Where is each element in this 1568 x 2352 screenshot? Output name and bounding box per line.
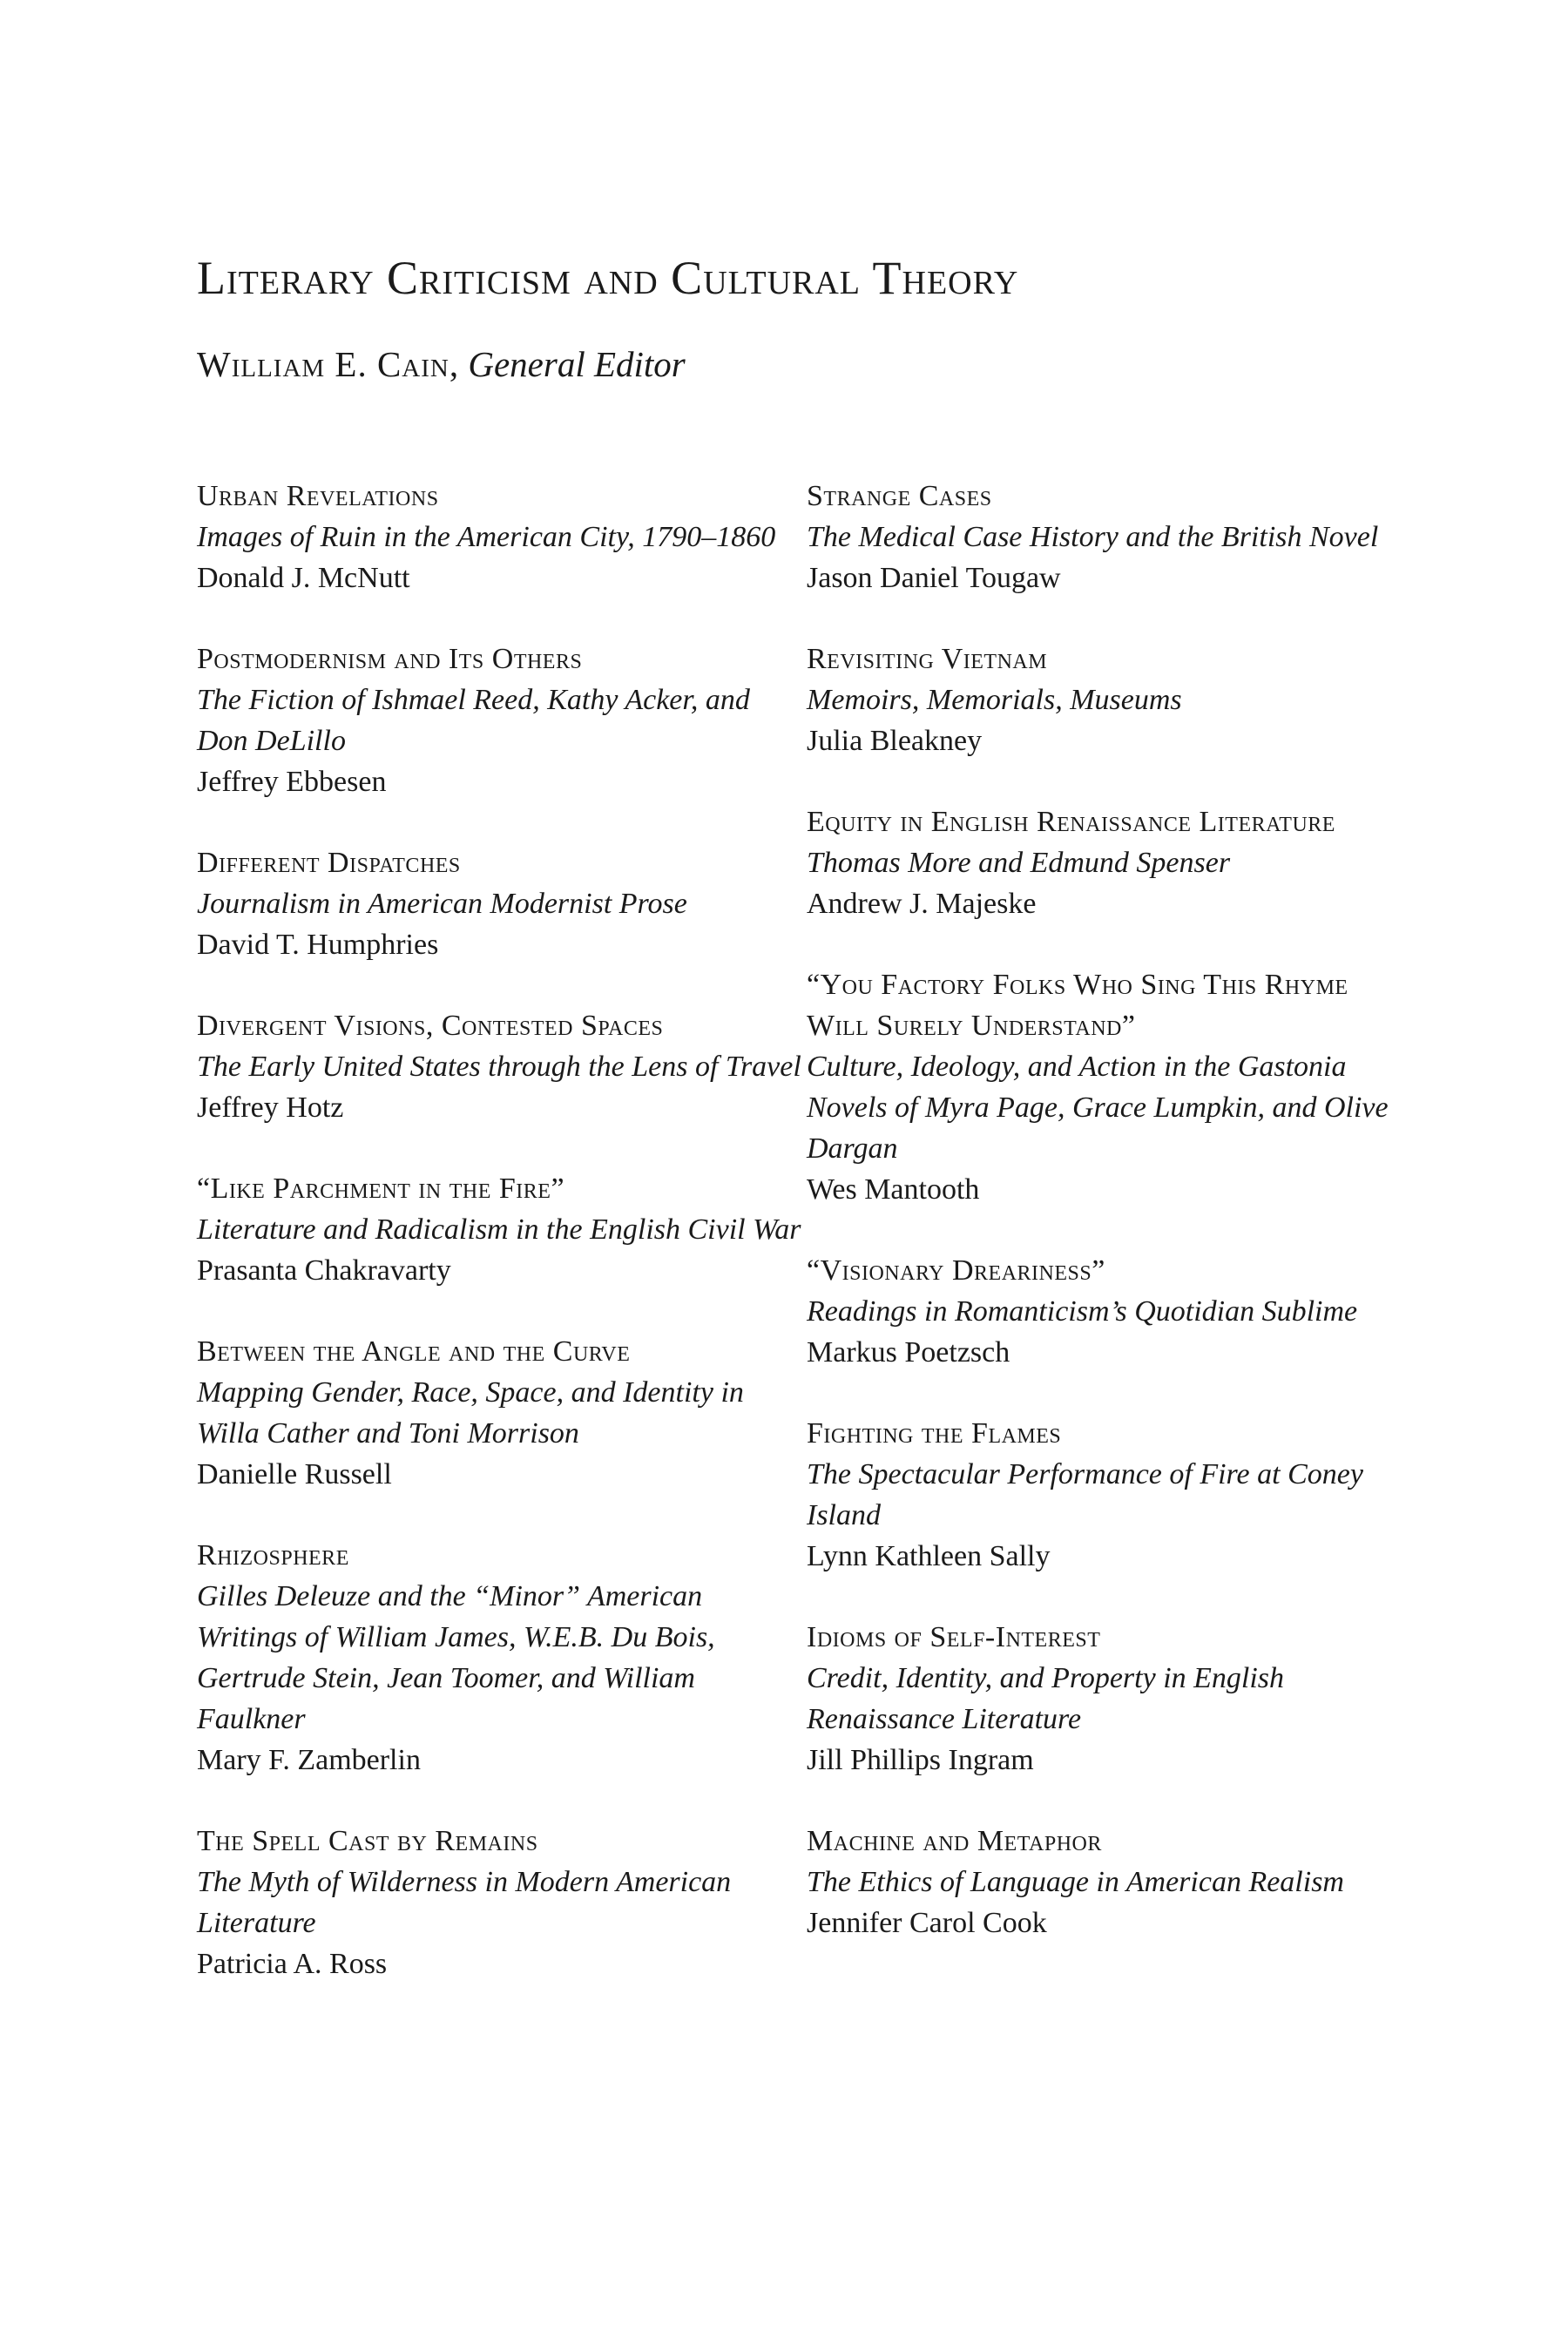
book-author: Andrew J. Majeske [807,888,1037,920]
book-author: Prasanta Chakravarty [197,1254,451,1287]
book-entry [807,639,1416,761]
book-author: Patricia A. Ross [197,1948,388,1980]
right-column [807,476,1416,1984]
book-title: Divergent Visions, Contested Spaces [197,1010,664,1042]
book-entry [807,801,1416,924]
book-entry [807,1617,1416,1781]
book-entry [197,842,807,965]
book-author: David T. Humphries [197,929,439,961]
book-entry [807,476,1416,598]
book-title: Urban Revelations [197,480,439,512]
book-entry [197,1535,807,1781]
book-entry [197,1168,807,1291]
book-title: “Like Parchment in the Fire” [197,1173,565,1205]
book-entry [807,1250,1416,1373]
book-subtitle: The Myth of Wilderness in Modern American Literature [197,1866,732,1939]
book-entry [197,1331,807,1495]
book-author: Wes Mantooth [807,1173,980,1206]
book-subtitle: Images of Ruin in the American City, 1790–1860 [197,521,776,553]
book-title: “Visionary Dreariness” [807,1254,1105,1287]
book-entry [807,1821,1416,1943]
editor-role: General Editor [468,344,686,384]
book-title: The Spell Cast by Remains [197,1825,538,1857]
book-title: Between the Angle and the Curve [197,1335,631,1368]
book-entry [197,476,807,598]
book-entry [197,639,807,802]
book-entry [197,1005,807,1128]
book-subtitle: The Fiction of Ishmael Reed, Kathy Acker, and Don DeLillo [197,684,750,757]
book-subtitle: Gilles Deleuze and the “Minor” American Writings of William James, W.E.B. Du Bois, Gertrude Stein, Jean Toomer, and William Faulkner [197,1580,715,1735]
book-title: Fighting the Flames [807,1417,1062,1450]
book-subtitle: Credit, Identity, and Property in English Renaissance Literature [807,1662,1285,1735]
book-author: Jeffrey Ebbesen [197,766,387,798]
book-subtitle: Thomas More and Edmund Spenser [807,847,1231,879]
book-title: Idioms of Self-Interest [807,1621,1101,1653]
book-author: Danielle Russell [197,1458,392,1490]
book-author: Jeffrey Hotz [197,1092,344,1124]
general-editor-line [197,344,686,384]
book-subtitle: The Medical Case History and the British Novel [807,521,1379,553]
book-subtitle: Mapping Gender, Race, Space, and Identity in Willa Cather and Toni Morrison [197,1376,744,1450]
book-author: Markus Poetzsch [807,1336,1010,1369]
book-author: Jason Daniel Tougaw [807,562,1061,594]
book-subtitle: Memoirs, Memorials, Museums [807,684,1182,716]
book-entry [807,964,1416,1210]
book-subtitle: Literature and Radicalism in the English Civil War [197,1213,801,1246]
book-author: Jennifer Carol Cook [807,1907,1047,1939]
book-title: Postmodernism and Its Others [197,643,583,675]
book-subtitle: Culture, Ideology, and Action in the Gastonia Novels of Myra Page, Grace Lumpkin, and Olive Dargan [807,1051,1389,1165]
editor-name: William E. Cain, [197,344,460,384]
book-author: Jill Phillips Ingram [807,1744,1034,1776]
book-subtitle: The Ethics of Language in American Realism [807,1866,1344,1898]
series-title: Literary Criticism and Cultural Theory [197,252,1019,304]
book-title: Different Dispatches [197,847,461,879]
book-author: Julia Bleakney [807,725,983,757]
book-author: Mary F. Zamberlin [197,1744,421,1776]
book-subtitle: Readings in Romanticism’s Quotidian Sublime [807,1295,1358,1328]
book-title: Strange Cases [807,480,992,512]
book-title: Machine and Metaphor [807,1825,1102,1857]
book-entry [807,1413,1416,1577]
book-author: Lynn Kathleen Sally [807,1540,1051,1572]
book-subtitle: Journalism in American Modernist Prose [197,888,687,920]
book-author: Donald J. McNutt [197,562,410,594]
book-title: Revisiting Vietnam [807,643,1048,675]
left-column [197,476,807,2024]
book-subtitle: The Spectacular Performance of Fire at Coney Island [807,1458,1363,1531]
book-subtitle: The Early United States through the Lens of Travel [197,1051,801,1083]
book-title: Equity in English Renaissance Literature [807,806,1335,838]
book-title: Rhizosphere [197,1539,349,1571]
book-entry [197,1821,807,1984]
book-title: “You Factory Folks Who Sing This Rhyme Will Surely Understand” [807,969,1348,1042]
